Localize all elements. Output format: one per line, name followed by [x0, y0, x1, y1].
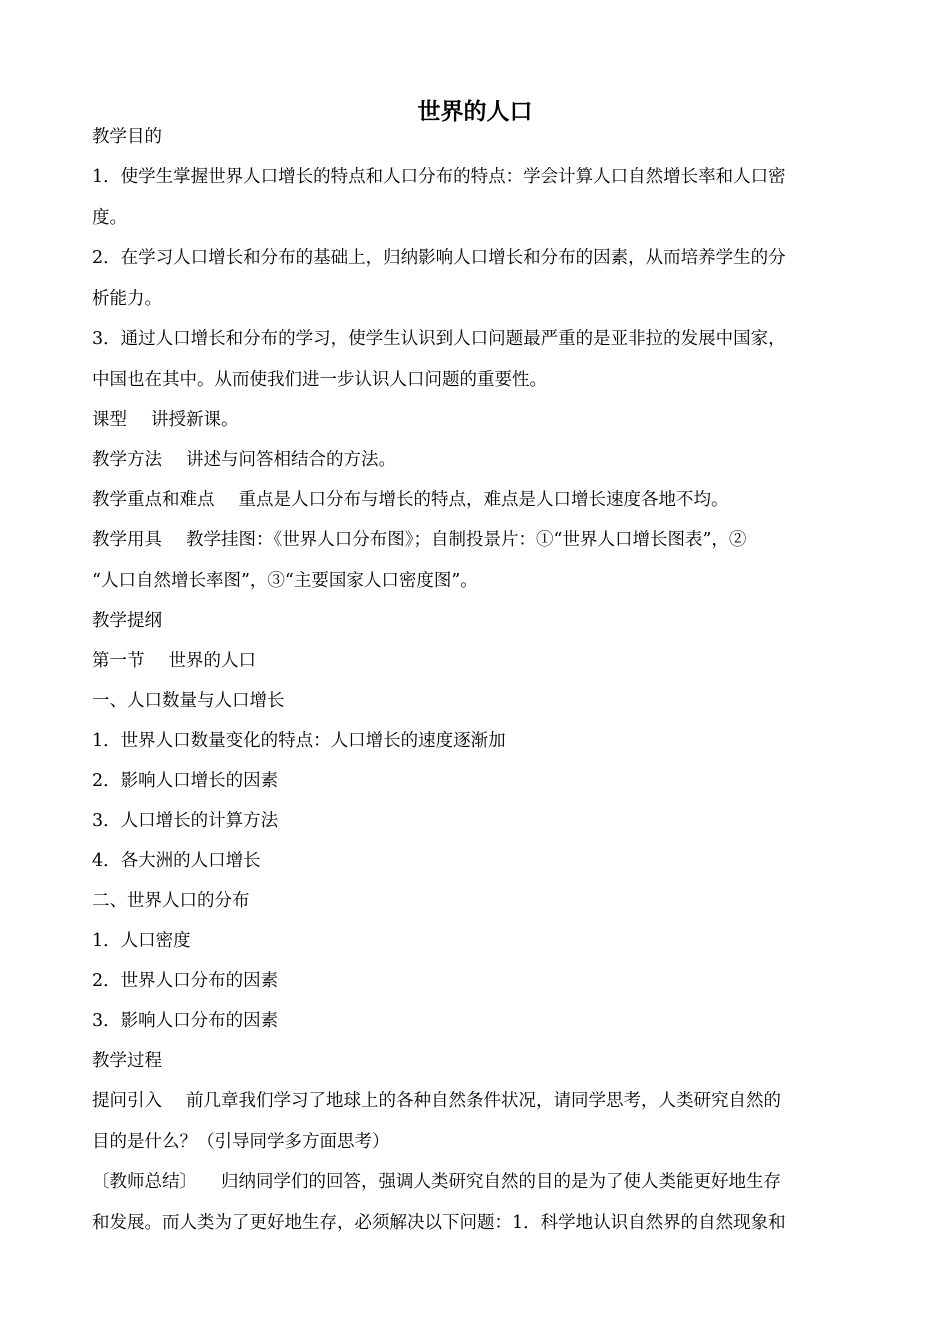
- teaching-aids-line-1: 教学用具 教学挂图：《世界人口分布图》；自制投景片：①“世界人口增长图表”，②: [92, 530, 747, 550]
- section-heading-objectives: 教学目的: [92, 127, 162, 147]
- teaching-method-line: 教学方法 讲述与问答相结合的方法。: [92, 450, 396, 470]
- teaching-aids-line-2: “人口自然增长率图”，③“主要国家人口密度图”。: [92, 571, 478, 591]
- outline-item: 1．世界人口数量变化的特点：人口增长的速度逐渐加: [92, 731, 506, 751]
- objective-1-line-2: 度。: [92, 208, 127, 228]
- outline-item: 3．人口增长的计算方法: [92, 811, 279, 831]
- outline-item: 1．人口密度: [92, 931, 191, 951]
- outline-item: 4．各大洲的人口增长: [92, 851, 261, 871]
- teacher-summary-line-1: 〔教师总结〕 归纳同学们的回答，强调人类研究自然的目的是为了使人类能更好地生存: [92, 1172, 781, 1192]
- section-heading-process: 教学过程: [92, 1051, 162, 1071]
- objective-2-line-1: 2．在学习人口增长和分布的基础上，归纳影响人口增长和分布的因素，从而培养学生的分: [92, 248, 786, 268]
- outline-item: 3．影响人口分布的因素: [92, 1011, 279, 1031]
- objective-3-line-2: 中国也在其中。从而使我们进一步认识人口问题的重要性。: [92, 370, 547, 390]
- outline-item: 2．世界人口分布的因素: [92, 971, 279, 991]
- intro-question-line-1: 提问引入 前几章我们学习了地球上的各种自然条件状况，请同学思考，人类研究自然的: [92, 1091, 781, 1111]
- intro-question-line-2: 目的是什么？（引导同学多方面思考）: [92, 1132, 390, 1152]
- teacher-summary-line-2: 和发展。而人类为了更好地生存，必须解决以下问题：1．科学地认识自然界的自然现象和: [92, 1213, 786, 1233]
- key-points-line: 教学重点和难点 重点是人口分布与增长的特点，难点是人口增长速度各地不均。: [92, 490, 729, 510]
- objective-3-line-1: 3．通过人口增长和分布的学习，使学生认识到人口问题最严重的是亚非拉的发展中国家，: [92, 329, 786, 349]
- outline-item: 2．影响人口增长的因素: [92, 771, 279, 791]
- document-body: [92, 124, 860, 1236]
- outline-part-1: 一、人口数量与人口增长: [92, 691, 285, 711]
- document-title: 世界的人口: [417, 98, 533, 125]
- outline-part-2: 二、世界人口的分布: [92, 891, 250, 911]
- lesson-type-line: 课型 讲授新课。: [92, 410, 239, 430]
- outline-section-title: 第一节 世界的人口: [92, 651, 256, 671]
- section-heading-outline: 教学提纲: [92, 611, 162, 631]
- objective-1-line-1: 1．使学生掌握世界人口增长的特点和人口分布的特点：学会计算人口自然增长率和人口密: [92, 167, 786, 187]
- objective-2-line-2: 析能力。: [92, 289, 162, 309]
